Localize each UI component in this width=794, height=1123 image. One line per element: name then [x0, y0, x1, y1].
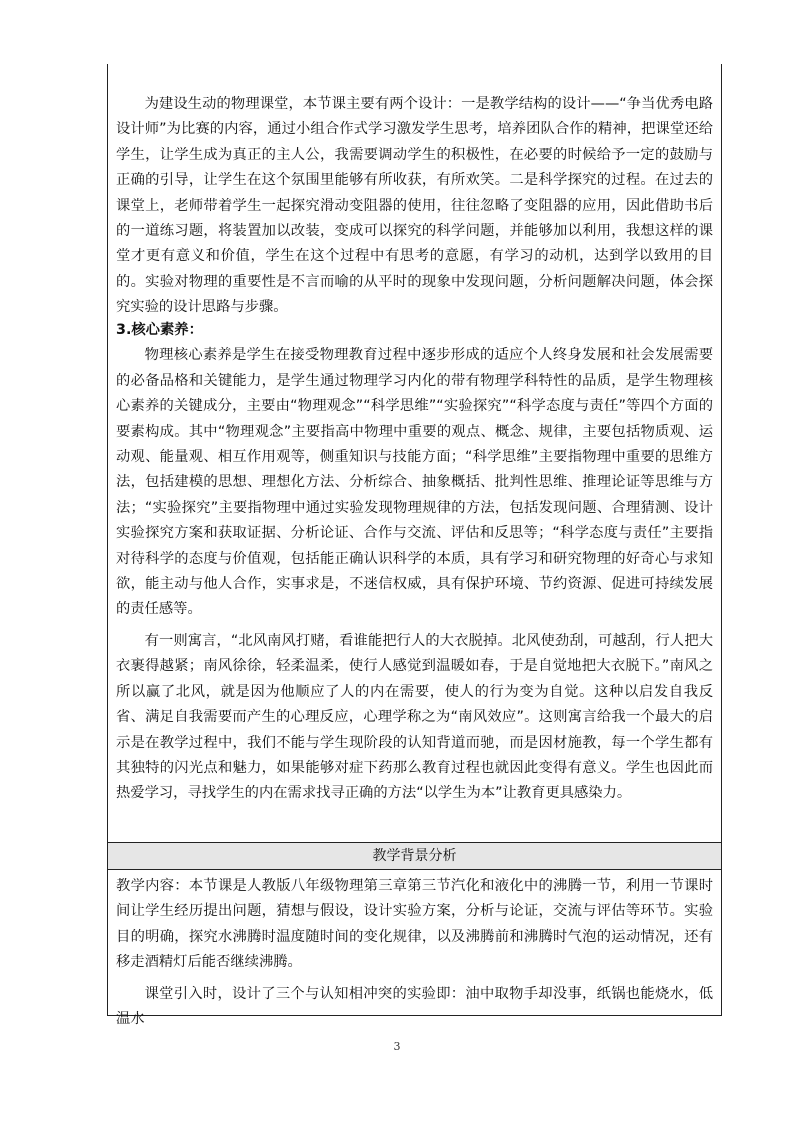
section-title-teaching-background: 教学背景分析 [108, 842, 721, 870]
core-literacy-section [108, 318, 721, 838]
core-literacy-paragraph: 物理核心素养是学生在接受物理教育过程中逐步形成的适应个人终身发展和社会发展需要的必备品格和关键能力，是学生通过物理学习内化的带有物理学科特性的品质，是学生物理核心素养的关键成分，主要由“物理观念”“科学思维”“实验探究”“科学态度与责任”等四个方面的要素构成。其中“物理观念”主要指高中物理中重要的观点、概念、规律，主要包括物质观、运动观、能量观、相互作用观等，侧重知识与技能方面；“科学思维”主要指物理中重要的思维方法，包括建模的思想、理想化方法、分析综合、抽象概括、批判性思维、推理论证等思维与方法；“实验探究”主要指物理中通过实验发现物理规律的方法，包括发现问题、合理猜测、设计实验探究方案和获取证据、分析论证、合作与交流、评估和反思等；“科学态度与责任”主要指对待科学的态度与价值观，包括能正确认识科学的本质，具有学习和研究物理的好奇心与求知欲，能主动与他人合作，实事求是，不迷信权威，具有保护环境、节约资源、促进可持续发展的责任感等。 [116, 347, 713, 618]
teaching-content-paragraph: 教学内容：本节课是人教版八年级物理第三章第三节汽化和液化中的沸腾一节，利用一节课时间让学生经历提出问题，猜想与假设，设计实验方案，分析与论证，交流与评估等环节。实验目的明确，探究水沸腾时温度随时间的变化规律，以及沸腾前和沸腾时气泡的运动情况，还有移走酒精灯后能否继续沸腾。 [116, 878, 713, 971]
class-intro-paragraph: 课堂引入时，设计了三个与认知相冲突的实验即：油中取物手却没事，纸锅也能烧水，低温水 [116, 985, 713, 1028]
page-number: 3 [393, 1040, 401, 1053]
background-section [108, 874, 721, 1028]
design-section [108, 92, 721, 322]
core-literacy-heading: 3.核心素养： [116, 322, 203, 338]
fable-paragraph: 有一则寓言，“北风南风打赌，看谁能把行人的大衣脱掉。北风使劲刮，可越刮，行人把大衣裹得越紧；南风徐徐，轻柔温柔，使行人感觉到温暖如春，于是自觉地把大衣脱下。”南风之所以赢了北风，就是因为他顺应了人的内在需要，使人的行为变为自觉。这种以启发自我反省、满足自我需要而产生的心理反应，心理学称之为“南风效应”。这则寓言给我一个最大的启示是在教学过程中，我们不能与学生现阶段的认知背道而驰，而是因材施教，每一个学生都有其独特的闪光点和魅力，如果能够对症下药那么教育过程也就因此变得有意义。学生也因此而热爱学习，寻找学生的内在需求找寻正确的方法“以学生为本”让教育更具感染力。 [116, 632, 713, 802]
design-paragraph: 为建设生动的物理课堂，本节课主要有两个设计：一是教学结构的设计——“争当优秀电路设计师”为比赛的内容，通过小组合作式学习激发学生思考，培养团队合作的精神，把课堂还给学生，让学生成为真正的主人公，我需要调动学生的积极性，在必要的时候给予一定的鼓励与正确的引导，让学生在这个氛围里能够有所收获，有所欢笑。二是科学探究的过程。在过去的课堂上，老师带着学生一起探究滑动变阻器的使用，往往忽略了变阻器的应用，因此借助书后的一道练习题，将装置加以改装，变成可以探究的科学问题，并能够加以利用，我想这样的课堂才更有意义和价值，学生在这个过程中有思考的意愿，有学习的动机，达到学以致用的目的。实验对物理的重要性是不言而喻的从平时的现象中发现问题，分析问题解决问题，体会探究实验的设计思路与步骤。 [116, 96, 713, 316]
